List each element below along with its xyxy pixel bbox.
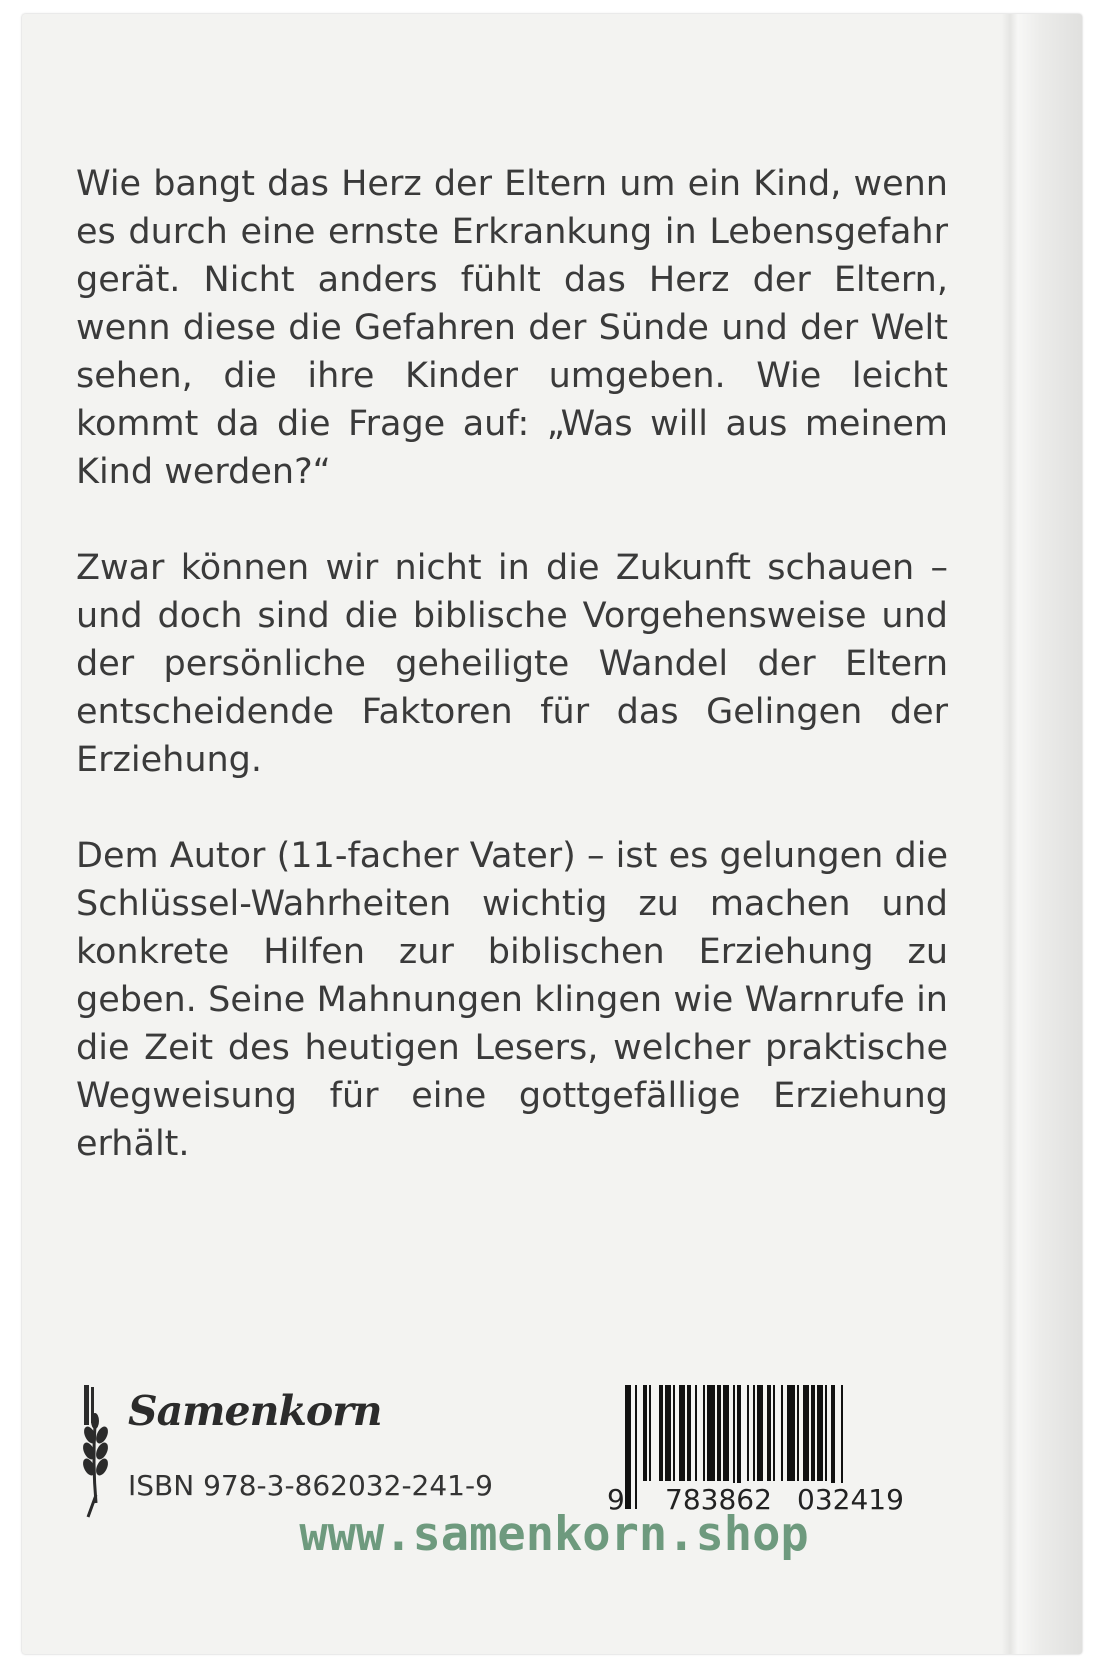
- barcode-bar: [673, 1385, 675, 1481]
- barcode-bar: [707, 1385, 715, 1481]
- barcode-bar: [649, 1385, 651, 1481]
- barcode-digit-lead: 9: [607, 1483, 625, 1516]
- blurb-text: [76, 160, 948, 1216]
- watermark-url: www.samenkorn.shop: [299, 1507, 809, 1562]
- barcode-bar: [717, 1385, 721, 1481]
- barcode-bar: [665, 1385, 671, 1481]
- barcode-bar: [773, 1385, 775, 1481]
- isbn-barcode: [607, 1385, 922, 1517]
- barcode-bar: [811, 1385, 815, 1481]
- book-spine-edge: [1002, 14, 1082, 1654]
- barcode-bar: [825, 1385, 827, 1481]
- wheat-ear-icon: [76, 1385, 116, 1520]
- barcode-bar: [753, 1385, 755, 1481]
- barcode-bar: [625, 1385, 631, 1509]
- publisher-logo-text: Samenkorn: [128, 1387, 382, 1435]
- barcode-bar: [643, 1385, 647, 1481]
- barcode-bar: [703, 1385, 705, 1481]
- barcode-bar: [803, 1385, 809, 1481]
- barcode-bar: [767, 1385, 771, 1481]
- barcode-digits-right: 032419: [797, 1483, 904, 1516]
- barcode-bar: [797, 1385, 799, 1481]
- blurb-paragraph-3: Dem Autor (11-facher Vater) – ist es gelungen die Schlüssel-Wahrheiten wichtig zu machen und konkrete Hilfen zur biblischen Erziehung zu geben. Seine Mahnungen klingen wie Warnrufe in die Zeit des heutigen Lesers, welcher praktische Wegweisung für eine gottgefällige Erziehung erhält.: [76, 836, 948, 1164]
- barcode-bar: [781, 1385, 783, 1481]
- blurb-paragraph-1: Wie bangt das Herz der Eltern um ein Kind, wenn es durch eine ernste Erkrankung in Lebensgefahr gerät. Nicht anders fühlt das Herz der Eltern, wenn diese die Gefahren der Sünde und der Welt sehen, die ihre Kinder umgeben. Wie leicht kommt da die Frage auf: „Was will aus meinem Kind werden?“: [76, 164, 948, 492]
- blurb-paragraph-2: Zwar können wir nicht in die Zukunft schauen – und doch sind die biblische Vorgehensweise und der persönliche geheiligte Wandel der Eltern entscheidende Faktoren für das Gelingen der Erziehung.: [76, 548, 948, 780]
- barcode-bar: [723, 1385, 729, 1481]
- barcode-bar: [757, 1385, 763, 1481]
- publisher-block: [76, 1385, 536, 1525]
- barcode-bar: [687, 1385, 691, 1481]
- barcode-bar: [659, 1385, 663, 1481]
- barcode-bar: [679, 1385, 685, 1481]
- barcode-bar: [787, 1385, 795, 1481]
- barcode-bar: [747, 1385, 749, 1481]
- barcode-bar: [635, 1385, 637, 1509]
- barcode-bar: [695, 1385, 697, 1481]
- barcode-digits-left: 783862: [665, 1483, 772, 1516]
- barcode-bar: [817, 1385, 823, 1481]
- isbn-text: ISBN 978-3-862032-241-9: [128, 1469, 493, 1502]
